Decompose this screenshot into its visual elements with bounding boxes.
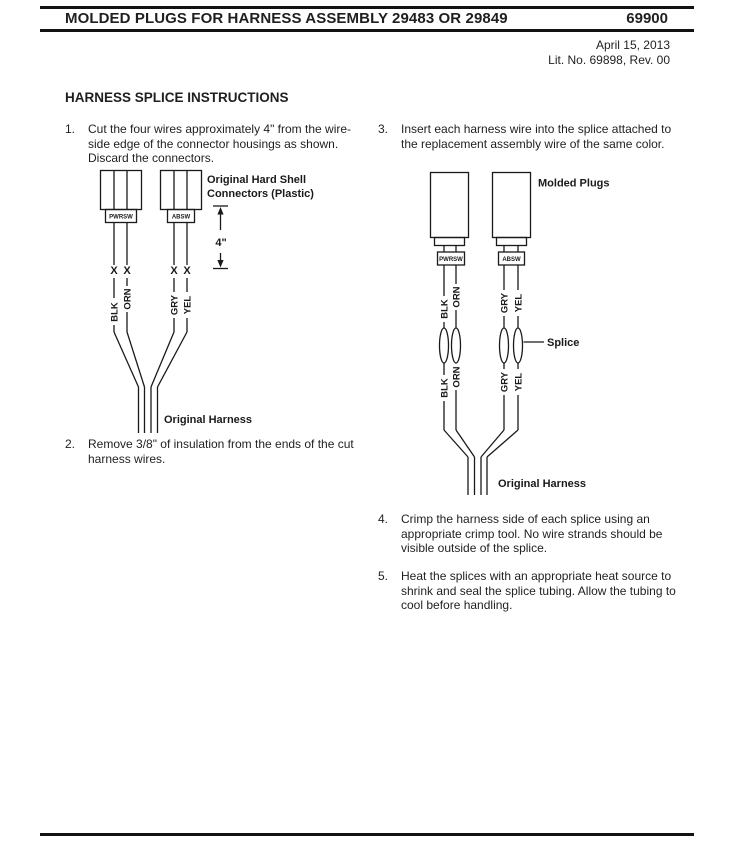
step-4-text: Crimp the harness side of each splice using an appropriate crimp tool. No wire strands should be visible outside of the splice. bbox=[401, 512, 663, 556]
splice-capsules bbox=[440, 328, 523, 363]
step-5 bbox=[378, 569, 681, 613]
dimension-arrowhead-down bbox=[217, 260, 223, 268]
step-2-text: Remove 3/8" of insulation from the ends of the cut harness wires. bbox=[88, 437, 354, 466]
connector-tag-right-label: ABSW bbox=[171, 214, 191, 221]
dimension-arrow-4in bbox=[213, 206, 228, 269]
literature-number: Lit. No. 69898, Rev. 00 bbox=[548, 53, 670, 67]
molded-plug-left bbox=[431, 173, 469, 266]
header-bottom-rule bbox=[40, 29, 694, 32]
footer-rule bbox=[40, 833, 694, 836]
wire-label-blk: BLK bbox=[109, 302, 121, 322]
cut-mark: X bbox=[110, 265, 118, 277]
wire-label-gry: GRY bbox=[499, 371, 511, 393]
connector-tag-left-label: PWRSW bbox=[109, 214, 133, 221]
connector-wires bbox=[114, 223, 187, 434]
wire-label-yel: YEL bbox=[513, 372, 525, 392]
molded-plug-right bbox=[493, 173, 531, 266]
splice-capsule bbox=[514, 328, 523, 363]
step-5-number: 5. bbox=[378, 569, 389, 583]
wire-color-labels bbox=[110, 288, 194, 321]
header-top-rule bbox=[40, 6, 694, 9]
step-4-number: 4. bbox=[378, 512, 389, 526]
splice-capsule bbox=[452, 328, 461, 363]
plug-tag-left-label: PWRSW bbox=[439, 256, 463, 263]
upper-wire-color-labels bbox=[440, 286, 525, 318]
plug-tag-right-label: ABSW bbox=[502, 256, 521, 263]
splice-label: Splice bbox=[547, 337, 580, 349]
step-3-number: 3. bbox=[378, 122, 389, 136]
original-harness-label: Original Harness bbox=[164, 414, 253, 426]
section-title: HARNESS SPLICE INSTRUCTIONS bbox=[65, 90, 289, 105]
document-number: 69900 bbox=[626, 10, 668, 27]
cut-mark: X bbox=[170, 265, 178, 277]
title-bar bbox=[40, 10, 694, 27]
step-2-number: 2. bbox=[65, 437, 76, 451]
revision-date: April 15, 2013 bbox=[595, 38, 670, 52]
wire-label-yel: YEL bbox=[182, 295, 194, 315]
cut-mark: X bbox=[183, 265, 191, 277]
original-harness-label: Original Harness bbox=[498, 478, 587, 490]
step-5-text: Heat the splices with an appropriate heat source to shrink and seal the splice tubing. Allow the tubing to cool before handling. bbox=[401, 569, 676, 613]
wire-label-orn: ORN bbox=[451, 366, 463, 388]
hard-shell-label-line1: Original Hard Shell bbox=[207, 174, 307, 186]
cut-mark: X bbox=[123, 265, 131, 277]
wire-label-orn: ORN bbox=[451, 286, 463, 308]
step-3-text: Insert each harness wire into the splice attached to the replacement assembly wire of the same color. bbox=[401, 122, 672, 151]
wire-label-blk: BLK bbox=[439, 378, 451, 398]
step-1 bbox=[65, 122, 358, 166]
revision-block bbox=[548, 38, 670, 68]
step-4 bbox=[378, 512, 681, 556]
molded-plugs-label: Molded Plugs bbox=[538, 177, 610, 190]
wire-label-gry: GRY bbox=[499, 292, 511, 314]
wire-label-gry: GRY bbox=[169, 294, 181, 316]
wire-label-orn: ORN bbox=[122, 288, 134, 310]
wire-label-blk: BLK bbox=[439, 299, 451, 319]
step-1-number: 1. bbox=[65, 122, 76, 136]
document-title: MOLDED PLUGS FOR HARNESS ASSEMBLY 29483 OR 29849 bbox=[65, 10, 508, 27]
step-1-text: Cut the four wires approximately 4" from the wire-side edge of the connector housings as shown. Discard the connectors. bbox=[88, 122, 352, 166]
wire-label-yel: YEL bbox=[513, 293, 525, 313]
dimension-arrowhead-up bbox=[217, 207, 223, 215]
splice-diagram bbox=[425, 166, 660, 511]
cut-marks bbox=[110, 265, 191, 277]
lower-wire-color-labels bbox=[440, 366, 525, 397]
hard-shell-label-line2: Connectors (Plastic) bbox=[207, 188, 314, 200]
dimension-label: 4" bbox=[215, 237, 227, 249]
cut-wires-diagram bbox=[95, 166, 345, 444]
splice-capsule bbox=[440, 328, 449, 363]
step-3 bbox=[378, 122, 681, 151]
splice-capsule bbox=[500, 328, 509, 363]
